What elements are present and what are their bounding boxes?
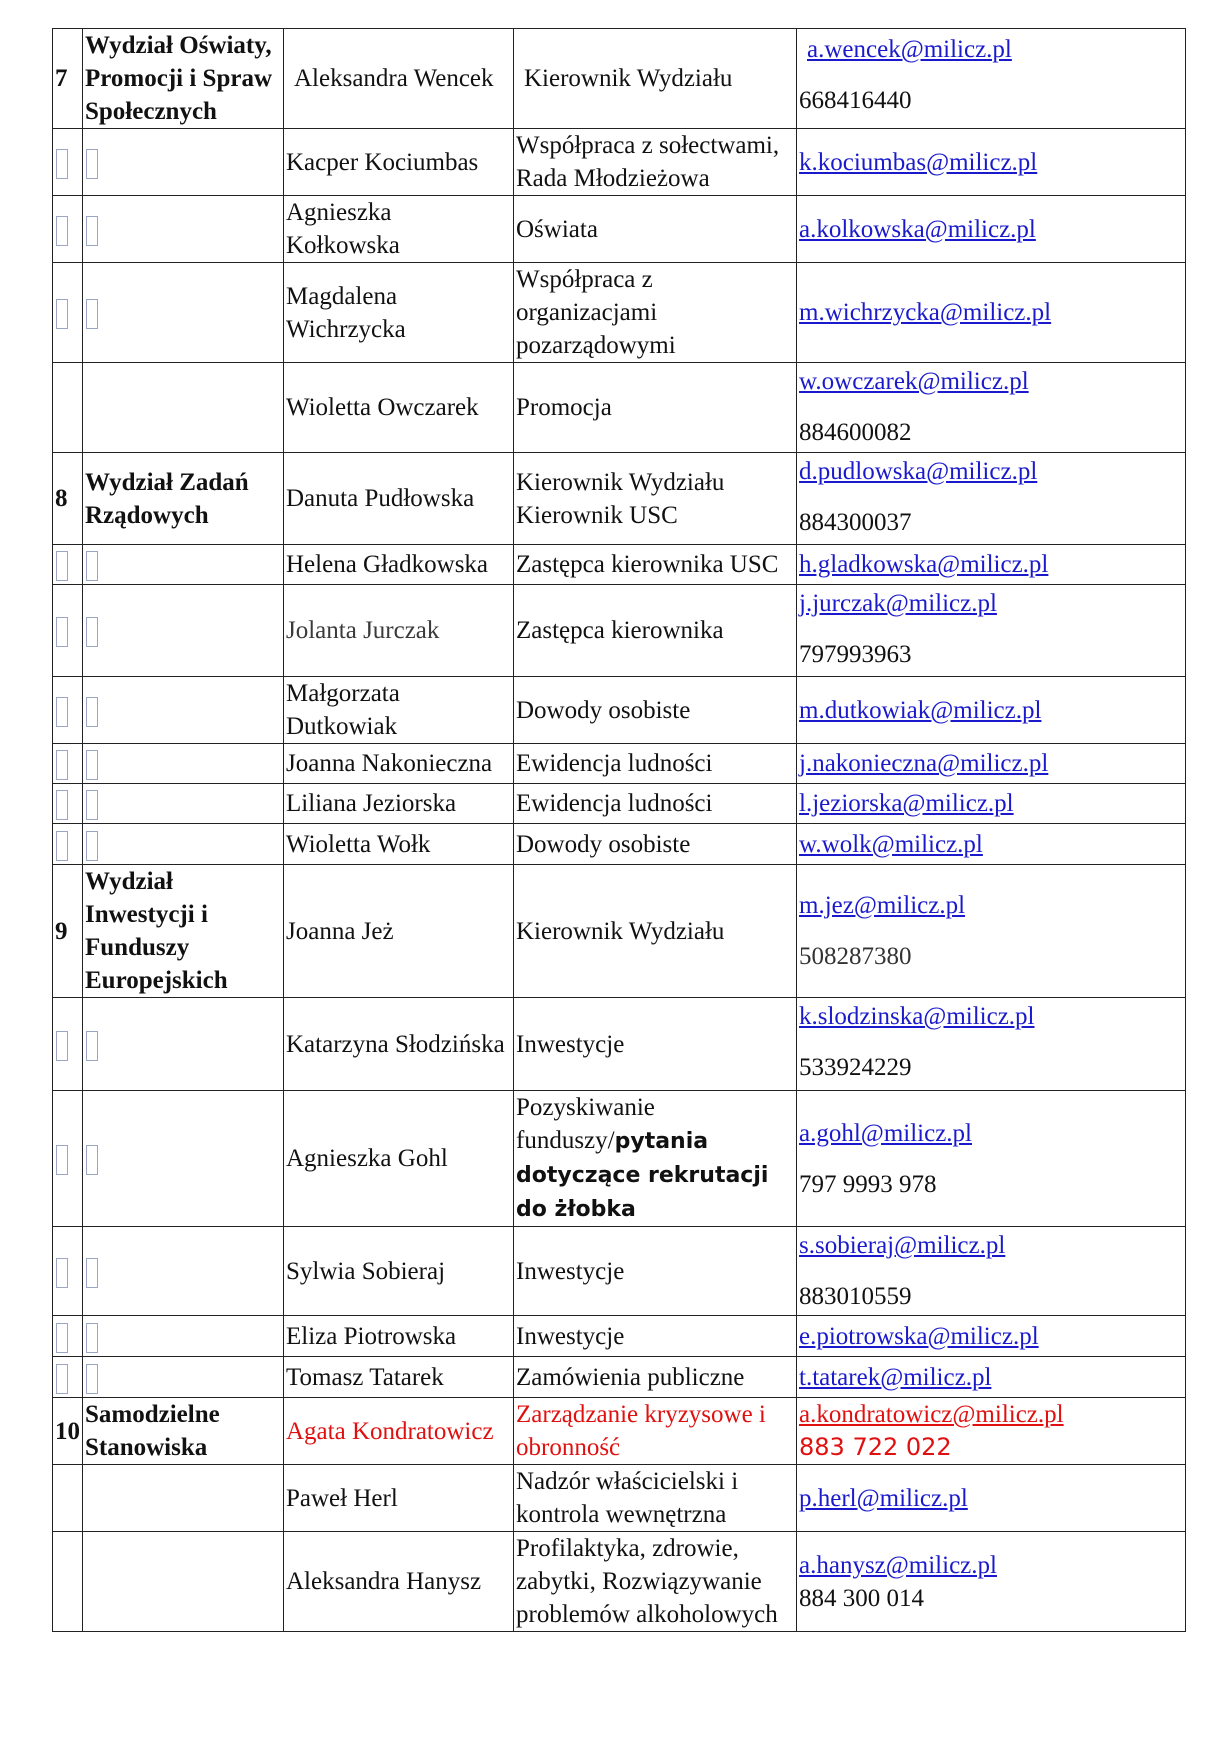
employee-position: Ewidencja ludności [514,744,797,784]
table-row [53,1532,1186,1632]
employee-position: Ewidencja ludności [514,784,797,824]
employee-name: Sylwia Sobieraj [284,1227,514,1316]
table-row [53,453,1186,545]
empty-number-cell [53,196,83,263]
empty-department-cell [83,1091,284,1227]
email-link[interactable]: m.jez@milicz.pl [799,892,966,919]
email-link[interactable]: k.kociumbas@milicz.pl [799,148,1038,176]
missing-glyph-icon [56,1031,68,1061]
phone-number: 533924229 [799,1054,912,1081]
missing-glyph-icon [86,697,98,727]
empty-number-cell [53,824,83,865]
email-link[interactable]: l.jeziorska@milicz.pl [799,790,1014,817]
missing-glyph-icon [86,750,98,780]
employee-position: Kierownik Wydziału Kierownik USC [514,453,797,545]
contact-cell [797,453,1186,545]
email-link[interactable]: w.owczarek@milicz.pl [799,368,1029,395]
contact-cell [797,1398,1186,1465]
employee-position [514,1091,797,1227]
table-row [53,1227,1186,1316]
empty-number-cell [53,1316,83,1357]
contact-cell [797,865,1186,998]
employee-name: Agnieszka Kołkowska [284,196,514,263]
employee-name: Jolanta Jurczak [284,585,514,677]
employee-position: Inwestycje [514,1227,797,1316]
phone-number: 884300037 [799,509,912,536]
empty-department-cell [83,545,284,585]
department-name: Samodzielne Stanowiska [83,1398,284,1465]
empty-number-cell [53,363,83,453]
contact-cell [797,585,1186,677]
table-row [53,129,1186,196]
missing-glyph-icon [86,617,98,647]
phone-number: 883 722 022 [799,1433,952,1461]
contact-cell [797,784,1186,824]
missing-glyph-icon [56,750,68,780]
department-name: Wydział Zadań Rządowych [83,453,284,545]
employee-position: Współpraca z organizacjami pozarządowymi [514,263,797,363]
table-row [53,1398,1186,1465]
employee-position: Promocja [514,363,797,453]
contact-cell [797,744,1186,784]
missing-glyph-icon [86,1323,98,1353]
contact-cell [797,1532,1186,1632]
missing-glyph-icon [56,617,68,647]
contact-cell [797,129,1186,196]
table-row [53,1465,1186,1532]
email-link[interactable]: w.wolk@milicz.pl [799,830,983,858]
missing-glyph-icon [56,831,68,861]
email-link[interactable]: e.piotrowska@milicz.pl [799,1322,1039,1350]
employee-name: Aleksandra Wencek [284,29,514,129]
contact-cell [797,1316,1186,1357]
table-row [53,1091,1186,1227]
employee-position: Inwestycje [514,998,797,1091]
email-link[interactable]: j.nakonieczna@milicz.pl [799,750,1049,777]
phone-number: 797993963 [799,641,912,668]
department-number: 8 [53,453,83,545]
email-link[interactable]: d.pudlowska@milicz.pl [799,458,1038,485]
employee-position: Dowody osobiste [514,824,797,865]
empty-number-cell [53,545,83,585]
staff-directory-table [52,28,1186,1632]
missing-glyph-icon [86,1258,98,1288]
employee-position: Kierownik Wydziału [514,865,797,998]
employee-name: Paweł Herl [284,1465,514,1532]
contact-cell [797,263,1186,363]
missing-glyph-icon [56,299,68,329]
position-text: Pozyskiwanie funduszy/ [516,1094,655,1154]
empty-department-cell [83,677,284,744]
empty-department-cell [83,824,284,865]
phone-number: 883010559 [799,1283,912,1310]
missing-glyph-icon [86,551,98,581]
contact-cell [797,196,1186,263]
phone-number: 884600082 [799,419,912,446]
employee-position: Zastępca kierownika [514,585,797,677]
empty-department-cell [83,744,284,784]
employee-name: Helena Gładkowska [284,545,514,585]
email-link[interactable]: m.dutkowiak@milicz.pl [799,696,1042,724]
table-row [53,545,1186,585]
employee-name: Joanna Nakonieczna [284,744,514,784]
empty-department-cell [83,784,284,824]
contact-cell [797,1465,1186,1532]
missing-glyph-icon [56,149,68,179]
phone-number: 508287380 [799,943,912,970]
table-row [53,1316,1186,1357]
empty-number-cell [53,585,83,677]
table-row [53,1357,1186,1398]
phone-number: 797 9993 978 [799,1170,937,1198]
empty-department-cell [83,1532,284,1632]
table-row [53,363,1186,453]
contact-cell [797,998,1186,1091]
employee-name: Tomasz Tatarek [284,1357,514,1398]
contact-cell [797,29,1186,129]
missing-glyph-icon [56,1258,68,1288]
contact-cell [797,1091,1186,1227]
missing-glyph-icon [56,790,68,820]
employee-name: Joanna Jeż [284,865,514,998]
table-row [53,677,1186,744]
missing-glyph-icon [86,1364,98,1394]
missing-glyph-icon [86,790,98,820]
table-row [53,998,1186,1091]
empty-department-cell [83,363,284,453]
employee-name: Wioletta Owczarek [284,363,514,453]
missing-glyph-icon [86,831,98,861]
empty-number-cell [53,998,83,1091]
email-link[interactable]: j.jurczak@milicz.pl [799,590,997,617]
employee-position: Profilaktyka, zdrowie, zabytki, Rozwiązywanie problemów alkoholowych [514,1532,797,1632]
employee-name: Eliza Piotrowska [284,1316,514,1357]
department-name: Wydział Inwestycji i Funduszy Europejskich [83,865,284,998]
table-row [53,263,1186,363]
position-note: pytania dotyczące rekrutacji do żłobka [516,1129,769,1222]
email-link[interactable]: k.slodzinska@milicz.pl [799,1003,1035,1030]
email-link[interactable]: s.sobieraj@milicz.pl [799,1232,1006,1259]
employee-position: Oświata [514,196,797,263]
missing-glyph-icon [56,697,68,727]
employee-name: Aleksandra Hanysz [284,1532,514,1632]
missing-glyph-icon [86,1145,98,1175]
contact-cell [797,545,1186,585]
email-link[interactable]: t.tatarek@milicz.pl [799,1363,992,1391]
employee-position: Dowody osobiste [514,677,797,744]
contact-cell [797,677,1186,744]
empty-department-cell [83,585,284,677]
empty-number-cell [53,1465,83,1532]
employee-position: Zarządzanie kryzysowe i obronność [514,1398,797,1465]
email-link[interactable]: a.kolkowska@milicz.pl [799,215,1036,243]
department-number: 7 [53,29,83,129]
email-link[interactable]: a.wencek@milicz.pl [807,36,1012,63]
email-link[interactable]: a.hanysz@milicz.pl [799,1551,997,1579]
missing-glyph-icon [56,216,68,246]
table-row [53,585,1186,677]
table-row [53,29,1186,129]
contact-cell [797,824,1186,865]
email-link[interactable]: a.gohl@milicz.pl [799,1119,972,1147]
employee-name: Magdalena Wichrzycka [284,263,514,363]
email-link[interactable]: h.gladkowska@milicz.pl [799,551,1049,578]
empty-department-cell [83,1465,284,1532]
empty-number-cell [53,1227,83,1316]
missing-glyph-icon [86,149,98,179]
employee-name: Wioletta Wołk [284,824,514,865]
employee-name: Agnieszka Gohl [284,1091,514,1227]
department-number: 9 [53,865,83,998]
table-row [53,196,1186,263]
empty-department-cell [83,1357,284,1398]
contact-cell [797,363,1186,453]
employee-name: Małgorzata Dutkowiak [284,677,514,744]
missing-glyph-icon [86,299,98,329]
employee-position: Współpraca z sołectwami, Rada Młodzieżowa [514,129,797,196]
empty-number-cell [53,129,83,196]
contact-cell [797,1357,1186,1398]
table-row [53,744,1186,784]
employee-name: Agata Kondratowicz [284,1398,514,1465]
empty-number-cell [53,784,83,824]
empty-number-cell [53,1532,83,1632]
department-number: 10 [53,1398,83,1465]
empty-number-cell [53,1357,83,1398]
employee-name: Katarzyna Słodzińska [284,998,514,1091]
email-link[interactable]: m.wichrzycka@milicz.pl [799,299,1052,326]
employee-position: Nadzór właścicielski i kontrola wewnętrzna [514,1465,797,1532]
empty-department-cell [83,196,284,263]
employee-name: Liliana Jeziorska [284,784,514,824]
email-link[interactable]: a.kondratowicz@milicz.pl [799,1401,1064,1428]
employee-position: Kierownik Wydziału [514,29,797,129]
table-row [53,784,1186,824]
empty-department-cell [83,1316,284,1357]
empty-department-cell [83,1227,284,1316]
missing-glyph-icon [56,551,68,581]
employee-name: Kacper Kociumbas [284,129,514,196]
empty-department-cell [83,998,284,1091]
phone-number: 884 300 014 [799,1584,924,1612]
missing-glyph-icon [56,1323,68,1353]
missing-glyph-icon [86,1031,98,1061]
missing-glyph-icon [56,1145,68,1175]
phone-number: 668416440 [799,87,912,114]
employee-position: Zastępca kierownika USC [514,545,797,585]
empty-number-cell [53,677,83,744]
employee-name: Danuta Pudłowska [284,453,514,545]
empty-department-cell [83,263,284,363]
missing-glyph-icon [56,1364,68,1394]
empty-number-cell [53,744,83,784]
contact-cell [797,1227,1186,1316]
empty-department-cell [83,129,284,196]
table-row [53,824,1186,865]
table-row [53,865,1186,998]
department-name: Wydział Oświaty, Promocji i Spraw Społecznych [83,29,284,129]
email-link[interactable]: p.herl@milicz.pl [799,1484,968,1512]
empty-number-cell [53,1091,83,1227]
missing-glyph-icon [86,216,98,246]
employee-position: Zamówienia publiczne [514,1357,797,1398]
empty-number-cell [53,263,83,363]
employee-position: Inwestycje [514,1316,797,1357]
